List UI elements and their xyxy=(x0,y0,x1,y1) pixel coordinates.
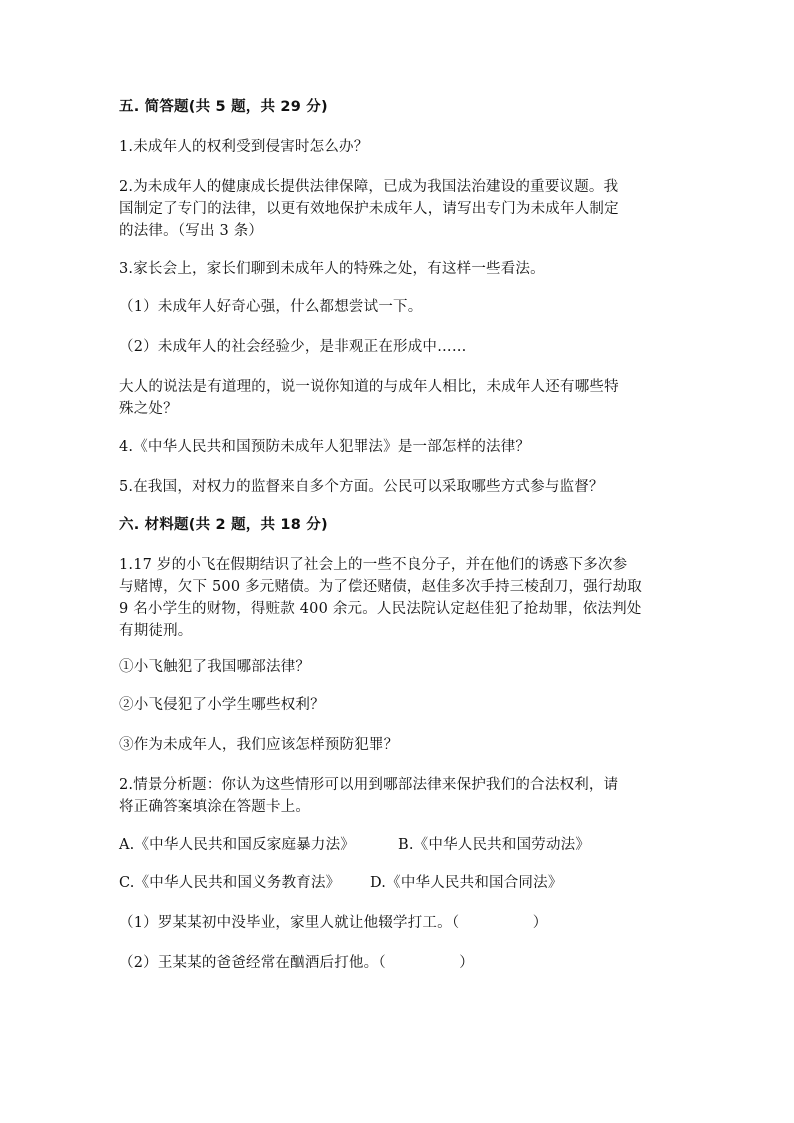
question-3-view1: （1）未成年人好奇心强，什么都想尝试一下。 xyxy=(119,299,423,315)
material-1-line3: 9 名小学生的财物，得赃款 400 余元。人民法院认定赵佳犯了抢劫罪，依法判处 xyxy=(119,601,642,617)
case-1: （1）罗某某初中没毕业，家里人就让他辍学打工。（ ） xyxy=(119,915,548,931)
material-1-line2: 与赌博，欠下 500 多元赌债。为了偿还赌债，赵佳多次手持三棱刮刀，强行劫取 xyxy=(119,579,642,595)
question-3-ask-line1: 大人的说法是有道理的，说一说你知道的与成年人相比，未成年人还有哪些特 xyxy=(119,379,619,395)
material-2-line1: 2.情景分析题：你认为这些情形可以用到哪部法律来保护我们的合法权利，请 xyxy=(119,777,619,793)
option-d: D.《中华人民共和国合同法》 xyxy=(370,875,563,891)
case-2: （2）王某某的爸爸经常在酗酒后打他。（ ） xyxy=(119,955,474,971)
question-3: 3.家长会上，家长们聊到未成年人的特殊之处，有这样一些看法。 xyxy=(119,261,545,277)
material-1-sub3: ③作为未成年人，我们应该怎样预防犯罪？ xyxy=(119,737,399,753)
material-1-line1: 1.17 岁的小飞在假期结识了社会上的一些不良分子，并在他们的诱惑下多次参 xyxy=(119,557,628,573)
question-3-view2: （2）未成年人的社会经验少，是非观正在形成中…… xyxy=(119,339,467,355)
question-5: 5.在我国，对权力的监督来自多个方面。公民可以采取哪些方式参与监督？ xyxy=(119,479,604,495)
question-1: 1.未成年人的权利受到侵害时怎么办？ xyxy=(119,139,369,155)
question-2-line2: 国制定了专门的法律，以更有效地保护未成年人，请写出专门为未成年人制定 xyxy=(119,201,619,217)
question-2-line3: 的法律。（写出 3 条） xyxy=(119,223,264,239)
section6-heading: 六. 材料题(共 2 题，共 18 分) xyxy=(119,517,328,533)
question-3-ask-line2: 殊之处？ xyxy=(119,401,178,417)
material-1-sub1: ①小飞触犯了我国哪部法律？ xyxy=(119,659,311,675)
question-2-line1: 2.为未成年人的健康成长提供法律保障，已成为我国法治建设的重要议题。我 xyxy=(119,179,619,195)
question-4: 4.《中华人民共和国预防未成年人犯罪法》是一部怎样的法律？ xyxy=(119,439,531,455)
material-1-line4: 有期徒刑。 xyxy=(119,623,193,639)
option-b: B.《中华人民共和国劳动法》 xyxy=(398,837,591,853)
section5-heading: 五. 简答题(共 5 题，共 29 分) xyxy=(119,99,328,115)
option-a: A.《中华人民共和国反家庭暴力法》 xyxy=(119,837,355,853)
option-c: C.《中华人民共和国义务教育法》 xyxy=(119,875,341,891)
material-2-line2: 将正确答案填涂在答题卡上。 xyxy=(119,799,311,815)
material-1-sub2: ②小飞侵犯了小学生哪些权利？ xyxy=(119,697,325,713)
